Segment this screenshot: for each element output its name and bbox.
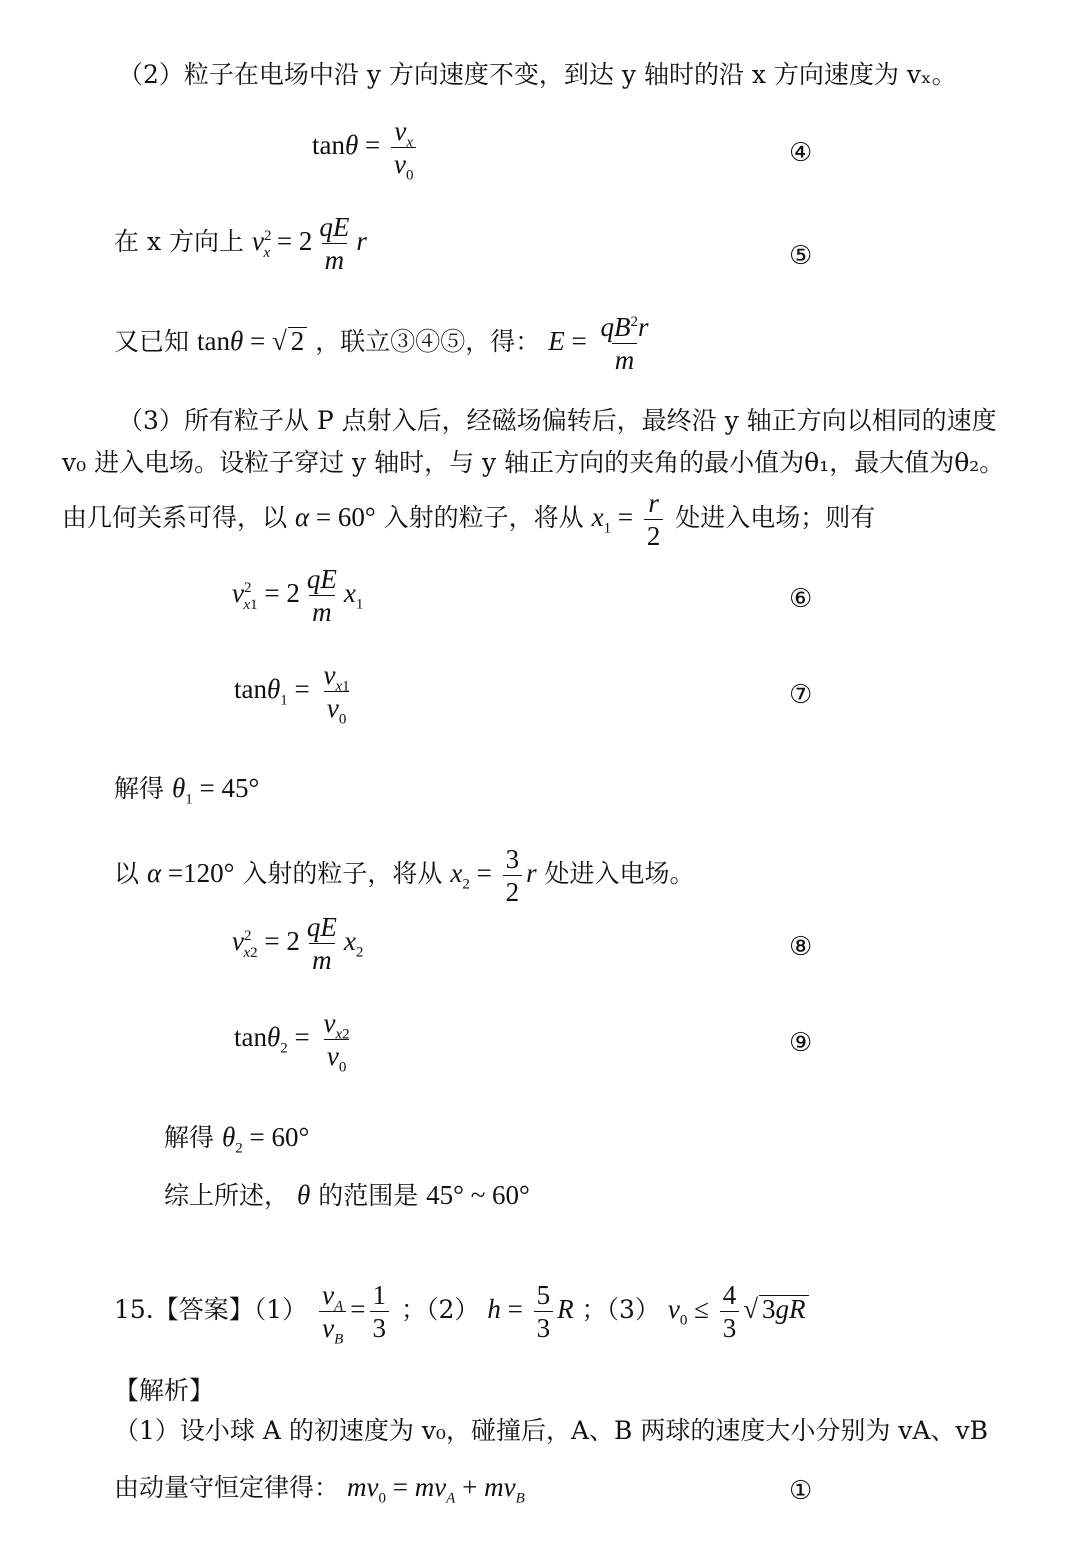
known-condition-line: 又已知 tanθ = √ 2 ，联立③④⑤，得： E = $\frac{qB^2r}{m}$ xyxy=(114,312,649,375)
analysis-title: 【解析】 xyxy=(114,1376,215,1405)
equation-number: ⑧ xyxy=(789,932,813,962)
solve-theta2: 解得 $\theta_2 = 60^\circ$ xyxy=(164,1122,310,1157)
paragraph-2-intro: （2）粒子在电场中沿 y 方向速度不变，到达 y 轴时的沿 x 方向速度为 vₓ。 xyxy=(118,60,957,89)
equation-5-line: 在 x 方向上 $v^2_x = 2$ $\frac{qE}{m}$ r xyxy=(114,212,367,275)
summary-line: 综上所述， θ 的范围是 45° ~ 60° xyxy=(164,1180,530,1210)
equation-number: ① xyxy=(789,1476,813,1506)
equation-7: tanθ$_1$ = $\frac{v_{x1}}{v_0}$ xyxy=(234,660,350,728)
x-direction-prefix: 在 x 方向上 xyxy=(114,227,244,257)
equation-number: ⑨ xyxy=(789,1028,813,1058)
equation-9: tanθ$_2$ = $\frac{v_{x2}}{v_0}$ xyxy=(234,1008,350,1076)
equation-4: tanθ = $\frac{v_x}{v_0}$ xyxy=(312,118,420,178)
equation-number: ⑦ xyxy=(789,680,813,710)
alpha-120-line: 以 α =120° 入射的粒子，将从 $x_2$ = $\frac{3}{2}$ r 处进入电场。 xyxy=(114,844,695,907)
momentum-line: 由动量守恒定律得： $mv_0 = mv_A + mv_B$ xyxy=(114,1472,525,1507)
known-prefix: 又已知 xyxy=(114,327,190,357)
paragraph-3-line-2: v₀ 进入电场。设粒子穿过 y 轴时，与 y 轴正方向的夹角的最小值为θ₁，最大值为θ₂。 xyxy=(62,448,1005,477)
solve-theta1: 解得 $\theta_1 = 45^\circ$ xyxy=(114,773,260,808)
combine-text: ，联立③④⑤，得： xyxy=(315,327,541,357)
equation-number: ⑤ xyxy=(789,241,813,271)
equation-6: $v^2_{x1} = 2$ $\frac{qE}{m}$ $x_1$ xyxy=(232,564,364,627)
question-15-step-1: （1）设小球 A 的初速度为 v₀，碰撞后，A、B 两球的速度大小分别为 vA、vB xyxy=(114,1416,988,1445)
paragraph-3-line-3: 由几何关系可得，以 α = 60° 入射的粒子，将从 $x_1$ = $\frac{r}{2}$ 处进入电场；则有 xyxy=(62,488,876,551)
question-15-answer: 15.【答案】（1） $\frac{v_A}{v_B}$ = $\frac{1}{3}$ ；（2） h = $\frac{5}{3}$ R ；（3） $v_0$ ≤ $\frac{4}{3}$ √ 3gR xyxy=(114,1282,809,1342)
paragraph-3-line-1: （3）所有粒子从 P 点射入后，经磁场偏转后，最终沿 y 轴正方向以相同的速度 xyxy=(118,406,997,435)
equation-8: $v^2_{x2} = 2$ $\frac{qE}{m}$ $x_2$ xyxy=(232,912,364,975)
equation-number: ⑥ xyxy=(789,584,813,614)
equation-number: ④ xyxy=(789,138,813,168)
